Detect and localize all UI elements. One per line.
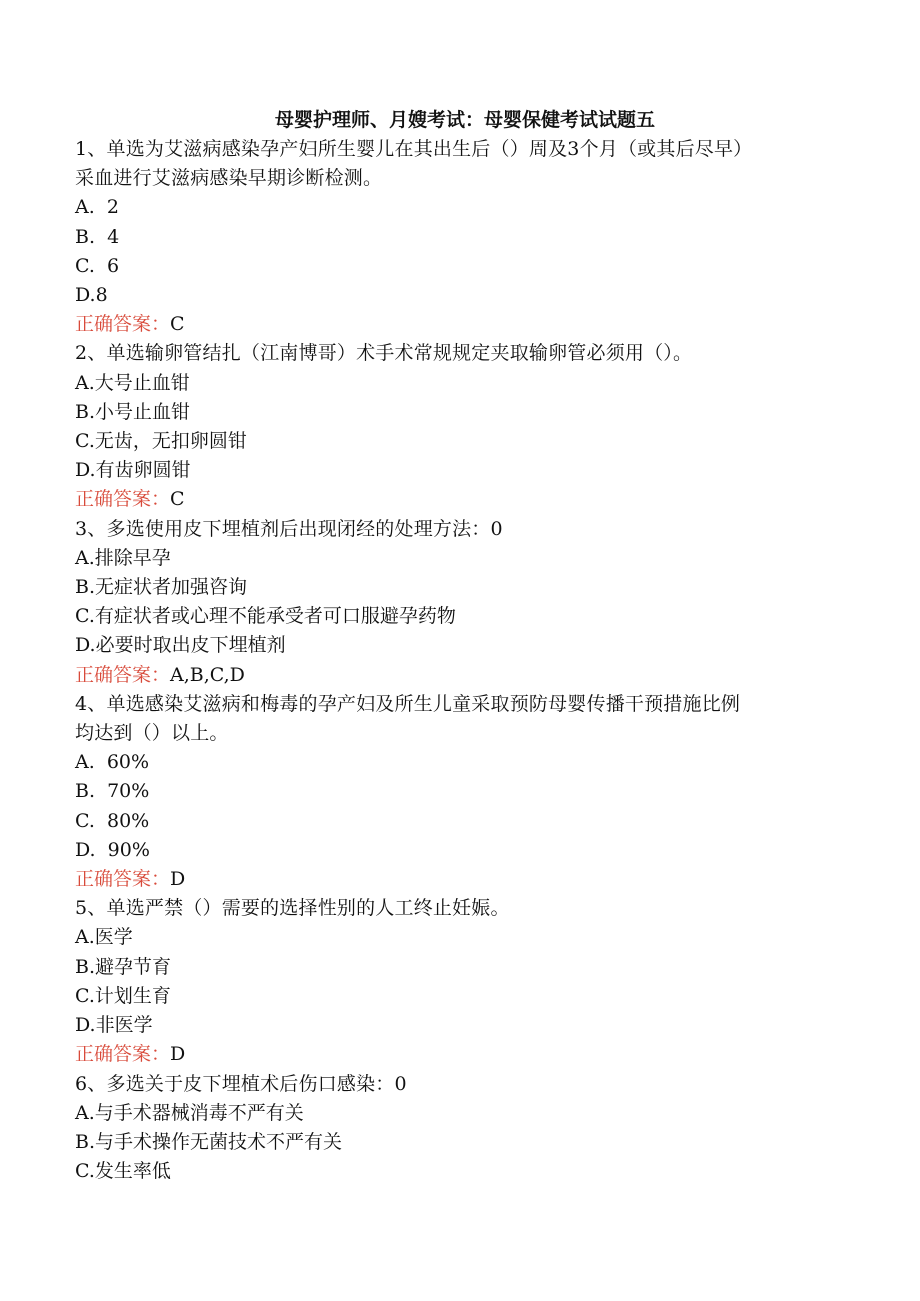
question-3-option-c: C.有症状者或心理不能承受者可口服避孕药物 <box>75 605 456 628</box>
answer-label: 正确答案： <box>75 313 171 336</box>
question-2-text-line-1: 2、单选输卵管结扎（江南博哥）术手术常规规定夹取输卵管必须用（）。 <box>75 342 693 365</box>
question-1-option-a: A. 2 <box>75 196 119 219</box>
answer-label: 正确答案： <box>75 488 171 511</box>
question-block-4 <box>75 690 845 894</box>
question-5-option-d: D.非医学 <box>75 1014 153 1037</box>
answer-label: 正确答案： <box>75 868 171 891</box>
question-4-text-line-1: 4、单选感染艾滋病和梅毒的孕产妇及所生儿童采取预防母婴传播干预措施比例 <box>75 692 741 715</box>
question-block-3 <box>75 515 845 690</box>
question-6-text-line-1: 6、多选关于皮下埋植术后伤口感染：0 <box>75 1072 407 1095</box>
answer-label: 正确答案： <box>75 663 171 686</box>
question-4-answer <box>75 865 845 894</box>
question-6-option-c: C.发生率低 <box>75 1160 171 1183</box>
question-4-option-a: A. 60% <box>75 751 150 774</box>
question-3-answer <box>75 661 845 690</box>
question-5-answer <box>75 1040 845 1069</box>
question-3-text-line-1: 3、多选使用皮下埋植剂后出现闭经的处理方法：0 <box>75 517 503 540</box>
question-5-option-c: C.计划生育 <box>75 984 171 1007</box>
question-block-6 <box>75 1070 845 1187</box>
question-6-option-b: B.与手术操作无菌技术不严有关 <box>75 1130 343 1153</box>
answer-value: C <box>170 313 185 336</box>
question-1-text-line-2: 采血进行艾滋病感染早期诊断检测。 <box>75 167 383 190</box>
question-6-option-a: A.与手术器械消毒不严有关 <box>75 1101 304 1124</box>
question-1-option-c: C. 6 <box>75 254 120 277</box>
question-4-text-line-2: 均达到（）以上。 <box>75 722 229 745</box>
question-2-option-a: A.大号止血钳 <box>75 371 190 394</box>
question-5-option-b: B.避孕节育 <box>75 955 172 978</box>
question-block-1 <box>75 135 845 339</box>
question-2-option-d: D.有齿卵圆钳 <box>75 459 191 482</box>
question-5-text-line-1: 5、单选严禁（）需要的选择性别的人工终止妊娠。 <box>75 897 510 920</box>
answer-value: A,B,C,D <box>170 663 245 686</box>
question-2-option-b: B.小号止血钳 <box>75 400 191 423</box>
question-5-option-a: A.医学 <box>75 926 133 949</box>
question-3-option-d: D.必要时取出皮下埋植剂 <box>75 634 286 657</box>
question-3-option-b: B.无症状者加强咨询 <box>75 576 248 599</box>
question-block-5 <box>75 894 845 1069</box>
question-2-answer <box>75 485 845 514</box>
document-title: 母婴护理师、月嫂考试：母婴保健考试试题五 <box>274 109 655 131</box>
answer-value: C <box>170 488 185 511</box>
question-1-answer <box>75 310 845 339</box>
question-4-option-d: D. 90% <box>75 838 150 861</box>
question-3-option-a: A.排除早孕 <box>75 546 171 569</box>
question-4-option-c: C. 80% <box>75 809 150 832</box>
question-1-option-d: D.8 <box>75 284 108 307</box>
answer-value: D <box>170 1043 186 1066</box>
question-1-text-line-1: 1、单选为艾滋病感染孕产妇所生婴儿在其出生后（）周及3个月（或其后尽早） <box>75 138 753 160</box>
question-2-option-c: C.无齿，无扣卵圆钳 <box>75 430 247 453</box>
answer-value: D <box>170 868 186 891</box>
question-1-option-b: B. 4 <box>75 225 120 248</box>
answer-label: 正确答案： <box>75 1043 171 1066</box>
question-block-2 <box>75 339 845 514</box>
document-content <box>75 106 845 1186</box>
question-4-option-b: B. 70% <box>75 780 150 803</box>
